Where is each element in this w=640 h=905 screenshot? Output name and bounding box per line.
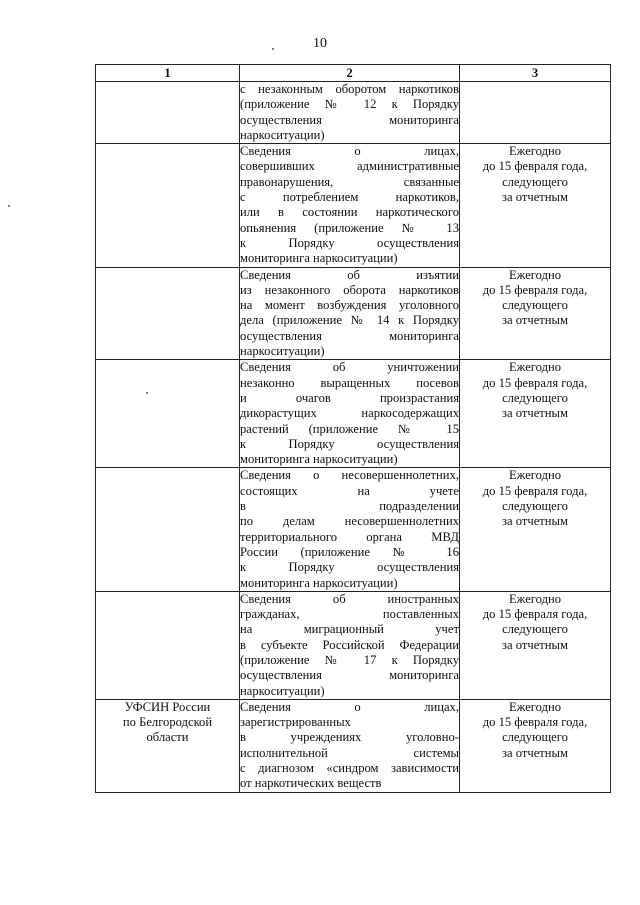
deadline-cell bbox=[460, 267, 611, 360]
description-line: дела (приложение № 14 к Порядку bbox=[240, 313, 459, 328]
description-line: дикорастущих наркосодержащих bbox=[240, 406, 459, 421]
agency-cell bbox=[96, 144, 240, 267]
description-line: из незаконного оборота наркотиков bbox=[240, 282, 459, 297]
description-line: зарегистрированных bbox=[240, 715, 351, 730]
agency-cell bbox=[96, 591, 240, 699]
deadline-line: Ежегодно bbox=[508, 144, 562, 159]
description-line: на миграционный учет bbox=[240, 622, 459, 637]
description-line: (приложение № 12 к Порядку bbox=[240, 97, 459, 112]
description-line: растений (приложение № 15 bbox=[240, 421, 459, 436]
deadline-cell bbox=[460, 360, 611, 468]
deadline-cell bbox=[460, 82, 611, 144]
description-line: к Порядку осуществления bbox=[240, 560, 459, 575]
description-line: состоящих на учете bbox=[240, 483, 459, 498]
scan-speck bbox=[8, 205, 10, 207]
description-line: опьянения (приложение № 13 bbox=[240, 220, 459, 235]
description-line: с незаконным оборотом наркотиков bbox=[240, 82, 459, 96]
deadline-line: за отчетным bbox=[502, 190, 568, 205]
deadline-line: следующего bbox=[502, 298, 568, 313]
description-line: Сведения о несовершеннолетних, bbox=[240, 468, 459, 483]
deadline-line: до 15 февраля года, bbox=[482, 607, 588, 622]
header-row bbox=[96, 65, 611, 82]
description-line: мониторинга наркоситуации) bbox=[240, 575, 398, 590]
description-line: правонарушения, связанные bbox=[240, 174, 459, 189]
deadline-cell bbox=[460, 468, 611, 591]
agency-line: области bbox=[146, 730, 189, 745]
agency-cell bbox=[96, 82, 240, 144]
deadline-line: до 15 февраля года, bbox=[482, 282, 588, 297]
table-row bbox=[96, 360, 611, 468]
description-cell bbox=[240, 360, 460, 468]
deadline-line: Ежегодно bbox=[508, 267, 562, 282]
description-line: к Порядку осуществления bbox=[240, 436, 459, 451]
description-line: Сведения об иностранных bbox=[240, 591, 459, 606]
table-row bbox=[96, 267, 611, 360]
description-line: в подразделении bbox=[240, 499, 459, 514]
deadline-line: до 15 февраля года, bbox=[482, 375, 588, 390]
description-line: осуществления мониторинга bbox=[240, 112, 459, 127]
column-header: 2 bbox=[240, 65, 460, 82]
description-line: Сведения об уничтожении bbox=[240, 360, 459, 375]
description-line: совершивших административные bbox=[240, 159, 459, 174]
agency-cell bbox=[96, 468, 240, 591]
description-line: или в состоянии наркотического bbox=[240, 205, 459, 220]
description-line: гражданах, поставленных bbox=[240, 607, 459, 622]
description-cell bbox=[240, 144, 460, 267]
deadline-line: за отчетным bbox=[502, 637, 568, 652]
description-line: осуществления мониторинга bbox=[240, 328, 459, 343]
description-line: с диагнозом «синдром зависимости bbox=[240, 761, 459, 776]
deadline-line: за отчетным bbox=[502, 745, 568, 760]
deadline-line: следующего bbox=[502, 499, 568, 514]
description-cell bbox=[240, 591, 460, 699]
deadline-cell bbox=[460, 144, 611, 267]
description-cell bbox=[240, 699, 460, 792]
deadline-cell bbox=[460, 699, 611, 792]
deadline-line: за отчетным bbox=[502, 406, 568, 421]
description-line: наркоситуации) bbox=[240, 683, 325, 698]
table-row bbox=[96, 144, 611, 267]
description-cell bbox=[240, 82, 460, 144]
deadline-line: до 15 февраля года, bbox=[482, 483, 588, 498]
description-cell bbox=[240, 267, 460, 360]
description-line: наркоситуации) bbox=[240, 127, 325, 142]
table-row bbox=[96, 591, 611, 699]
deadline-line: за отчетным bbox=[502, 313, 568, 328]
deadline-cell bbox=[460, 591, 611, 699]
table-row bbox=[96, 699, 611, 792]
description-line: в учреждениях уголовно- bbox=[240, 730, 459, 745]
description-line: Сведения об изъятии bbox=[240, 267, 459, 282]
column-header: 3 bbox=[460, 65, 611, 82]
deadline-line: Ежегодно bbox=[508, 591, 562, 606]
deadline-line: следующего bbox=[502, 174, 568, 189]
description-line: с потреблением наркотиков, bbox=[240, 190, 459, 205]
deadline-line: за отчетным bbox=[502, 514, 568, 529]
description-line: к Порядку осуществления bbox=[240, 235, 459, 250]
deadline-line: до 15 февраля года, bbox=[482, 715, 588, 730]
scan-speck bbox=[272, 48, 274, 50]
table-row bbox=[96, 468, 611, 591]
deadline-line: следующего bbox=[502, 390, 568, 405]
description-line: России (приложение № 16 bbox=[240, 544, 459, 559]
page-number: 10 bbox=[313, 36, 327, 51]
description-line: от наркотических веществ bbox=[240, 776, 382, 791]
description-line: на момент возбуждения уголовного bbox=[240, 298, 459, 313]
description-line: мониторинга наркоситуации) bbox=[240, 452, 398, 467]
description-cell bbox=[240, 468, 460, 591]
description-line: в субъекте Российской Федерации bbox=[240, 637, 459, 652]
deadline-line: следующего bbox=[502, 622, 568, 637]
column-header: 1 bbox=[96, 65, 240, 82]
description-line: и очагов произрастания bbox=[240, 390, 459, 405]
agency-line: по Белгородской bbox=[122, 715, 213, 730]
description-line: незаконно выращенных посевов bbox=[240, 375, 459, 390]
description-line: осуществления мониторинга bbox=[240, 668, 459, 683]
deadline-line: следующего bbox=[502, 730, 568, 745]
description-line: Сведения о лицах, bbox=[240, 144, 459, 159]
description-line: (приложение № 17 к Порядку bbox=[240, 652, 459, 667]
agency-cell bbox=[96, 699, 240, 792]
description-line: мониторинга наркоситуации) bbox=[240, 251, 398, 266]
table-row bbox=[96, 82, 611, 144]
deadline-line: до 15 февраля года, bbox=[482, 159, 588, 174]
deadline-line: Ежегодно bbox=[508, 360, 562, 375]
description-line: по делам несовершеннолетних bbox=[240, 514, 459, 529]
description-line: исполнительной системы bbox=[240, 745, 459, 760]
description-line: Сведения о лицах, bbox=[240, 699, 459, 714]
deadline-line: Ежегодно bbox=[508, 468, 562, 483]
agency-cell bbox=[96, 267, 240, 360]
agency-line: УФСИН России bbox=[124, 699, 211, 714]
description-line: наркоситуации) bbox=[240, 344, 325, 359]
description-line: территориального органа МВД bbox=[240, 529, 459, 544]
deadline-line: Ежегодно bbox=[508, 699, 562, 714]
agency-cell bbox=[96, 360, 240, 468]
monitoring-table bbox=[95, 64, 611, 793]
